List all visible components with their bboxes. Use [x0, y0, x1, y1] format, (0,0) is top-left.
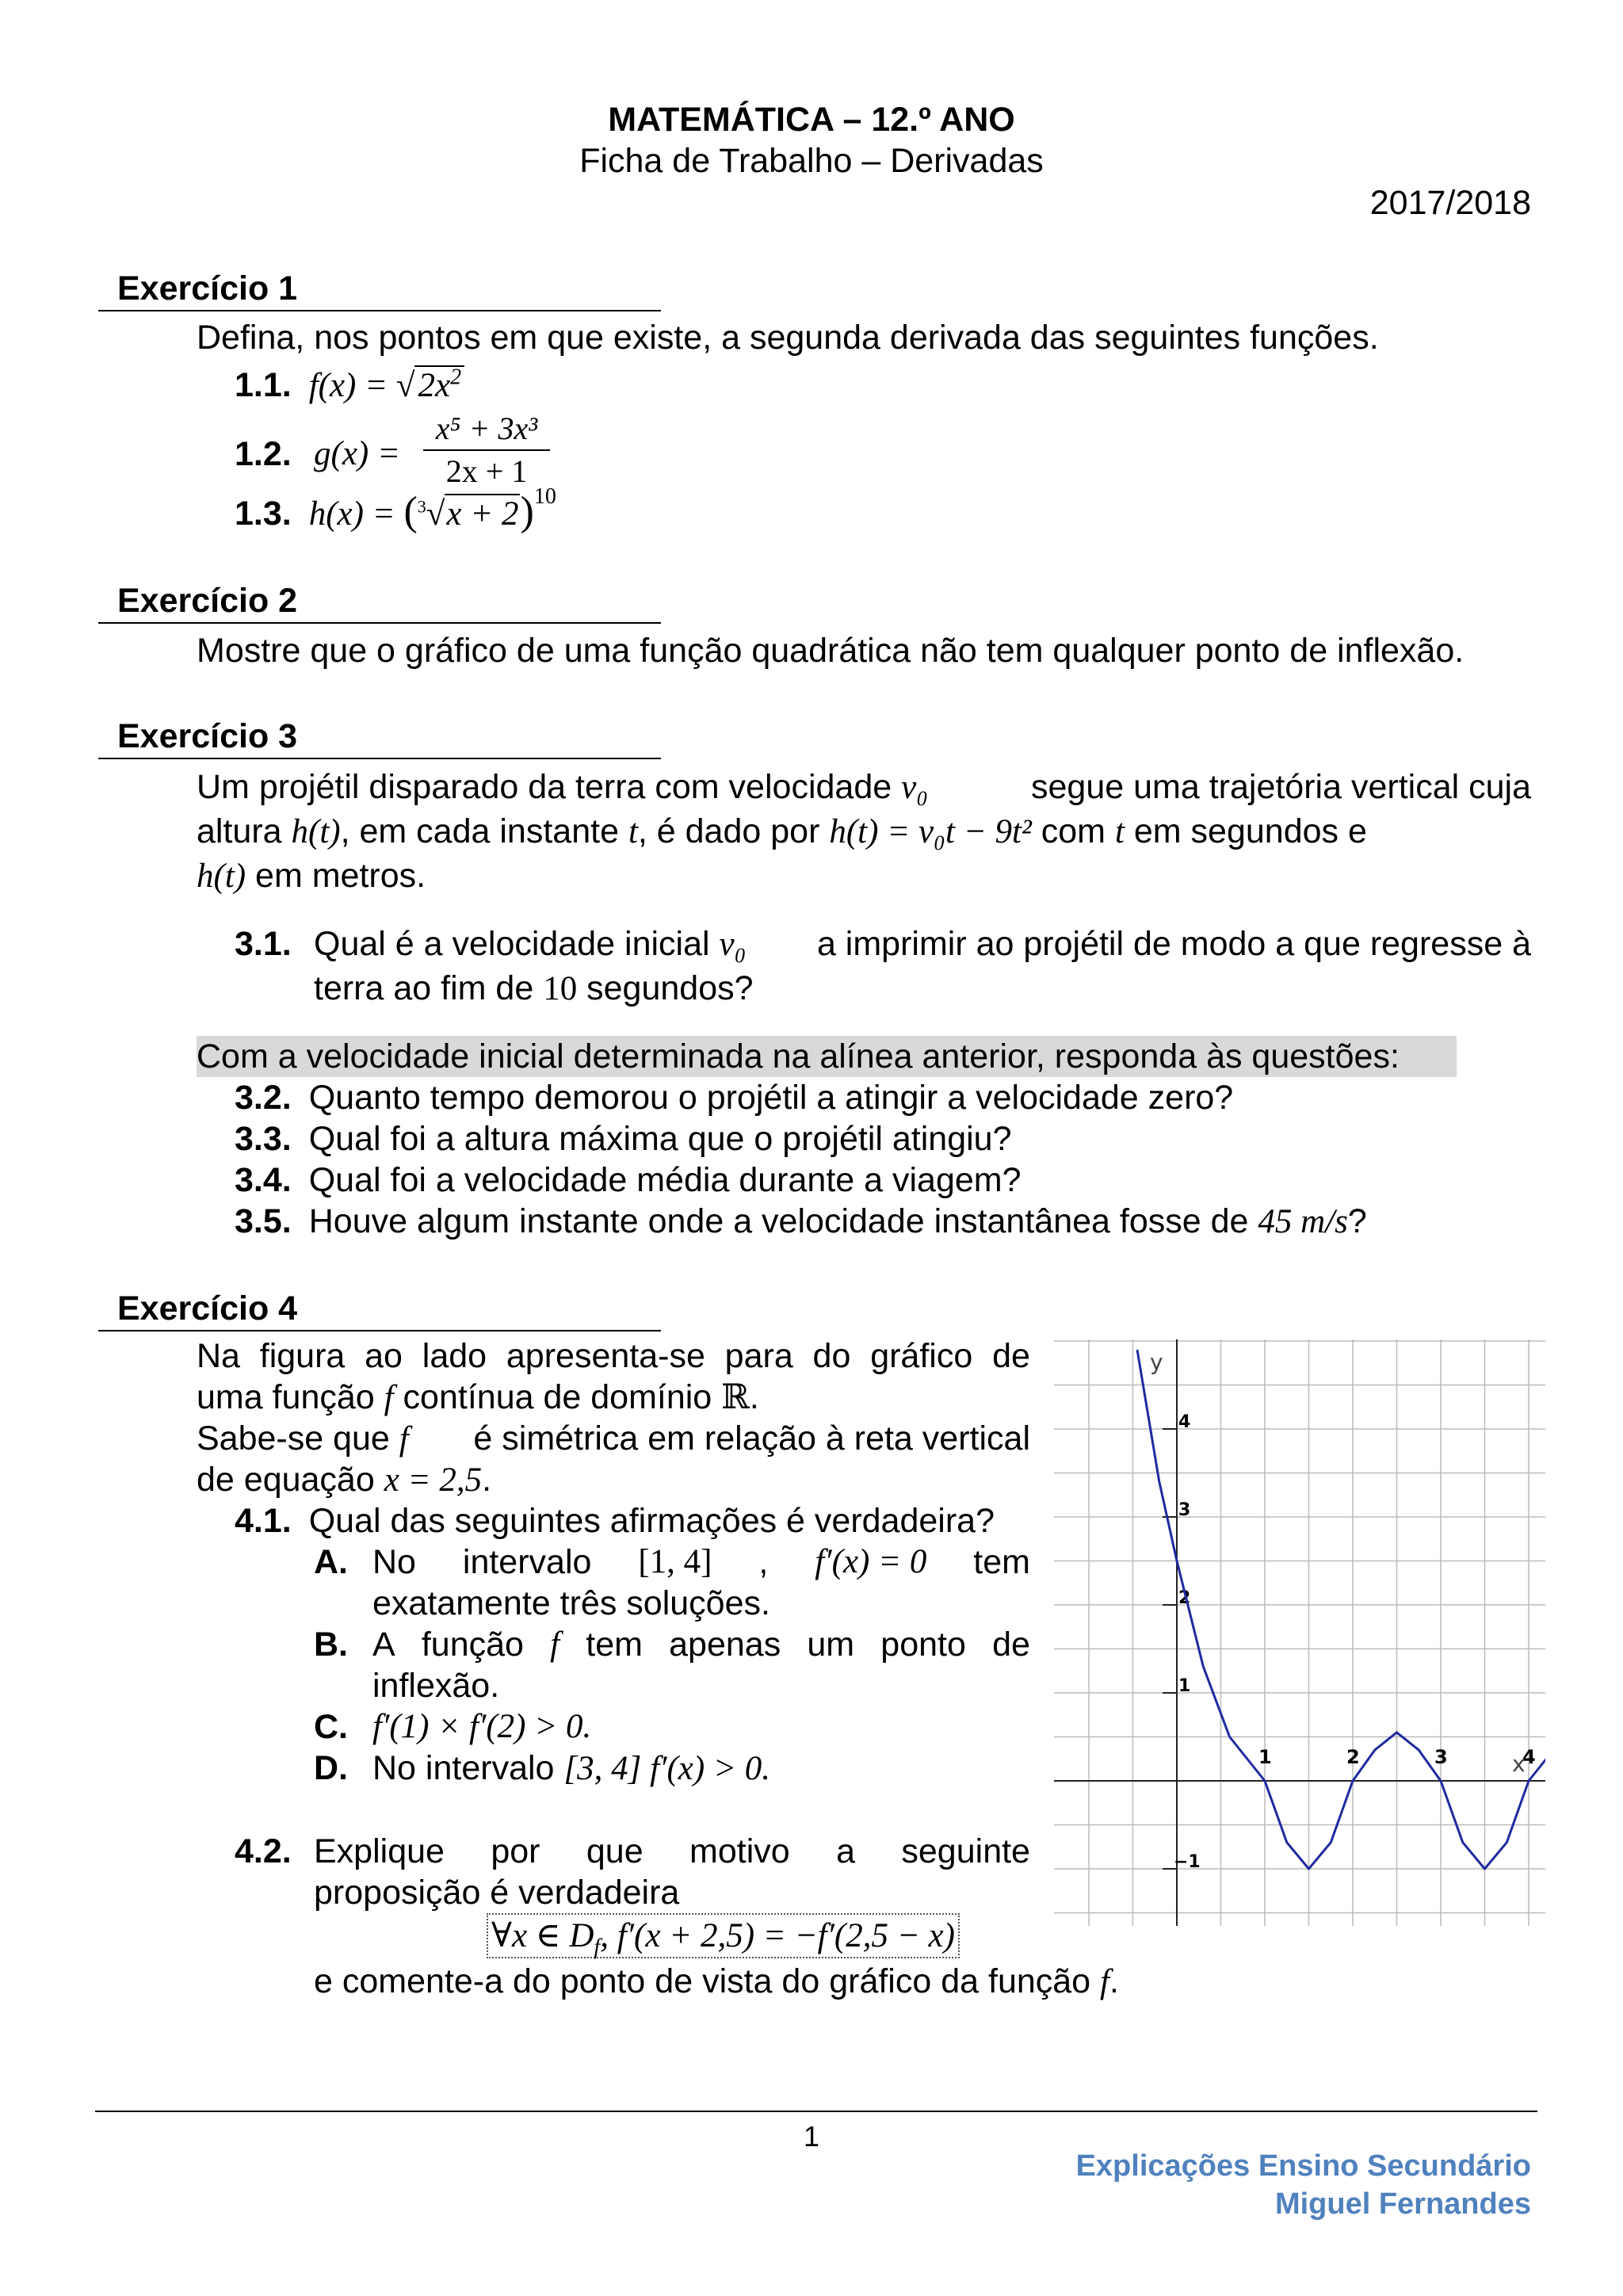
text-span: segue uma trajetória vertical cuja — [1031, 768, 1531, 806]
x-tick-label: 2 — [1346, 1746, 1360, 1768]
ex4-line-1: Na figura ao lado apresenta-se para do gráfico de — [197, 1337, 1030, 1375]
option-a-label: A. — [314, 1543, 348, 1581]
function-lhs: f(x) = — [308, 367, 396, 404]
exercise-2-text: Mostre que o gráfico de uma função quadrática não tem qualquer ponto de inflexão. — [197, 632, 1465, 670]
height-formula: h(t) = v₀t − 9t² — [829, 813, 1032, 850]
text-span: altura h(t), em cada instante t, é dado por h(t) = v₀t − 9t² com t em segundos e — [197, 812, 1367, 850]
exercise-3-line-2 — [197, 811, 1531, 853]
text-span: a imprimir ao projétil de modo a que regresse à — [816, 925, 1531, 963]
graph-ticks — [1163, 1412, 1536, 1872]
q41: 4.1. Qual das seguintes afirmações é verdadeira? — [235, 1502, 995, 1540]
exercise-1-heading: Exercício 1 — [117, 269, 298, 308]
school-year: 2017/2018 — [1369, 184, 1531, 222]
exercise-1-rule — [98, 310, 661, 311]
ex4-line-3: Sabe-se que f é simétrica em relação à reta vertical — [197, 1419, 1030, 1457]
item-number: 1.2. — [235, 435, 292, 473]
option-b-line-1: A função f tem apenas um ponto de — [372, 1626, 1030, 1664]
exercise-2-heading: Exercício 2 — [117, 582, 298, 620]
radicand: $2x^2$ — [414, 365, 464, 404]
item-1-3 — [235, 483, 556, 535]
item-1-1 — [235, 365, 464, 407]
exercise-3-line-3: h(t) em metros. — [197, 857, 426, 895]
q42-line-2: proposição é verdadeira — [314, 1874, 680, 1912]
paren-open: ( — [403, 489, 418, 534]
y-axis-label: y — [1150, 1349, 1163, 1375]
y-tick-label: 4 — [1178, 1412, 1191, 1432]
text-span: Qual é a velocidade inicial v₀ — [314, 925, 747, 963]
option-c-label: C. — [314, 1708, 348, 1746]
exercise-3-line-1 — [197, 766, 1531, 808]
v0-symbol: v₀ — [901, 769, 929, 806]
x-tick-label: 3 — [1434, 1746, 1448, 1768]
exercise-3-rule — [98, 758, 661, 759]
q34: 3.4. Qual foi a velocidade média durante a viagem? — [235, 1161, 1022, 1199]
page-title: MATEMÁTICA – 12.º ANO — [608, 101, 1015, 139]
graph-grid — [1054, 1339, 1545, 1926]
exercise-4-rule — [98, 1330, 661, 1331]
q42-number: 4.2. — [235, 1832, 292, 1870]
option-b-line-2: inflexão. — [372, 1667, 500, 1705]
paren-close: ) — [520, 489, 534, 534]
q31-line-1 — [314, 923, 1531, 965]
q31-line-2: terra ao fim de 10 segundos? — [314, 969, 754, 1007]
page-subtitle: Ficha de Trabalho – Derivadas — [579, 142, 1044, 180]
ex4-line-4: de equação x = 2,5. — [197, 1461, 492, 1499]
exercise-2-rule — [98, 622, 661, 624]
exercise-3-heading: Exercício 3 — [117, 717, 298, 755]
option-c-text: f′(1) × f′(2) > 0. — [372, 1708, 592, 1745]
q42-line-3: e comente-a do ponto de vista do gráfico da função f. — [314, 1962, 1119, 2000]
sqrt-sign: √ — [395, 367, 415, 404]
graph-axes — [1054, 1339, 1545, 1926]
fraction-numerator: x⁵ + 3x³ — [435, 411, 538, 446]
function-graph — [1054, 1339, 1545, 1926]
x-tick-label: 1 — [1258, 1746, 1272, 1768]
y-tick-label: 1 — [1178, 1676, 1191, 1696]
x-tick-label: 4 — [1522, 1746, 1536, 1768]
highlight-instruction: Com a velocidade inicial determinada na alínea anterior, responda às questões: — [197, 1036, 1457, 1077]
option-a-line-2: exatamente três soluções. — [372, 1584, 770, 1622]
y-tick-label: −1 — [1174, 1852, 1201, 1872]
function-lhs: h(x) = — [308, 495, 404, 533]
q31-number: 3.1. — [235, 925, 292, 963]
item-number: 1.1. — [235, 366, 292, 404]
option-a-line-1: No intervalo [1, 4] , f′(x) = 0 tem — [372, 1543, 1030, 1581]
ex4-line-2: uma função f contínua de domínio ℝ. — [197, 1378, 759, 1416]
exercise-4-heading: Exercício 4 — [117, 1289, 298, 1328]
footer-brand-line-1: Explicações Ensino Secundário — [1075, 2149, 1531, 2183]
q32: 3.2. Quanto tempo demorou o projétil a atingir a velocidade zero? — [235, 1079, 1234, 1117]
q42-line-1: Explique por que motivo a seguinte — [314, 1832, 1030, 1870]
x-axis-label: x — [1512, 1751, 1526, 1777]
option-b-label: B. — [314, 1626, 348, 1664]
y-tick-label: 2 — [1178, 1588, 1191, 1608]
option-d-text: No intervalo [3, 4] f′(x) > 0. — [372, 1749, 770, 1787]
root-sign: √ — [426, 495, 445, 533]
q33: 3.3. Qual foi a altura máxima que o projétil atingiu? — [235, 1120, 1012, 1158]
q42-formula: ∀x ∈ $D_f$, f′(x + 2,5) = −f′(2,5 − x) — [487, 1913, 960, 1958]
item-number: 1.3. — [235, 495, 292, 533]
footer-rule — [95, 2111, 1537, 2112]
page-number: 1 — [803, 2120, 820, 2153]
footer-brand-line-2: Miguel Fernandes — [1274, 2187, 1531, 2221]
q35: 3.5. Houve algum instante onde a velocidade instantânea fosse de 45 m/s? — [235, 1202, 1367, 1240]
option-d-label: D. — [314, 1749, 348, 1787]
root-expr: x + 2 — [446, 495, 519, 533]
function-lhs: g(x) = — [314, 435, 400, 472]
fraction-denominator: 2x + 1 — [445, 453, 528, 489]
root-index: 3 — [417, 496, 426, 517]
ht-symbol: h(t) — [291, 813, 341, 850]
exercise-1-prompt: Defina, nos pontos em que existe, a segunda derivada das seguintes funções. — [197, 319, 1379, 357]
y-tick-label: 3 — [1178, 1500, 1191, 1520]
text-span: Um projétil disparado da terra com velocidade v₀ — [197, 768, 929, 806]
exponent: 10 — [533, 483, 556, 509]
